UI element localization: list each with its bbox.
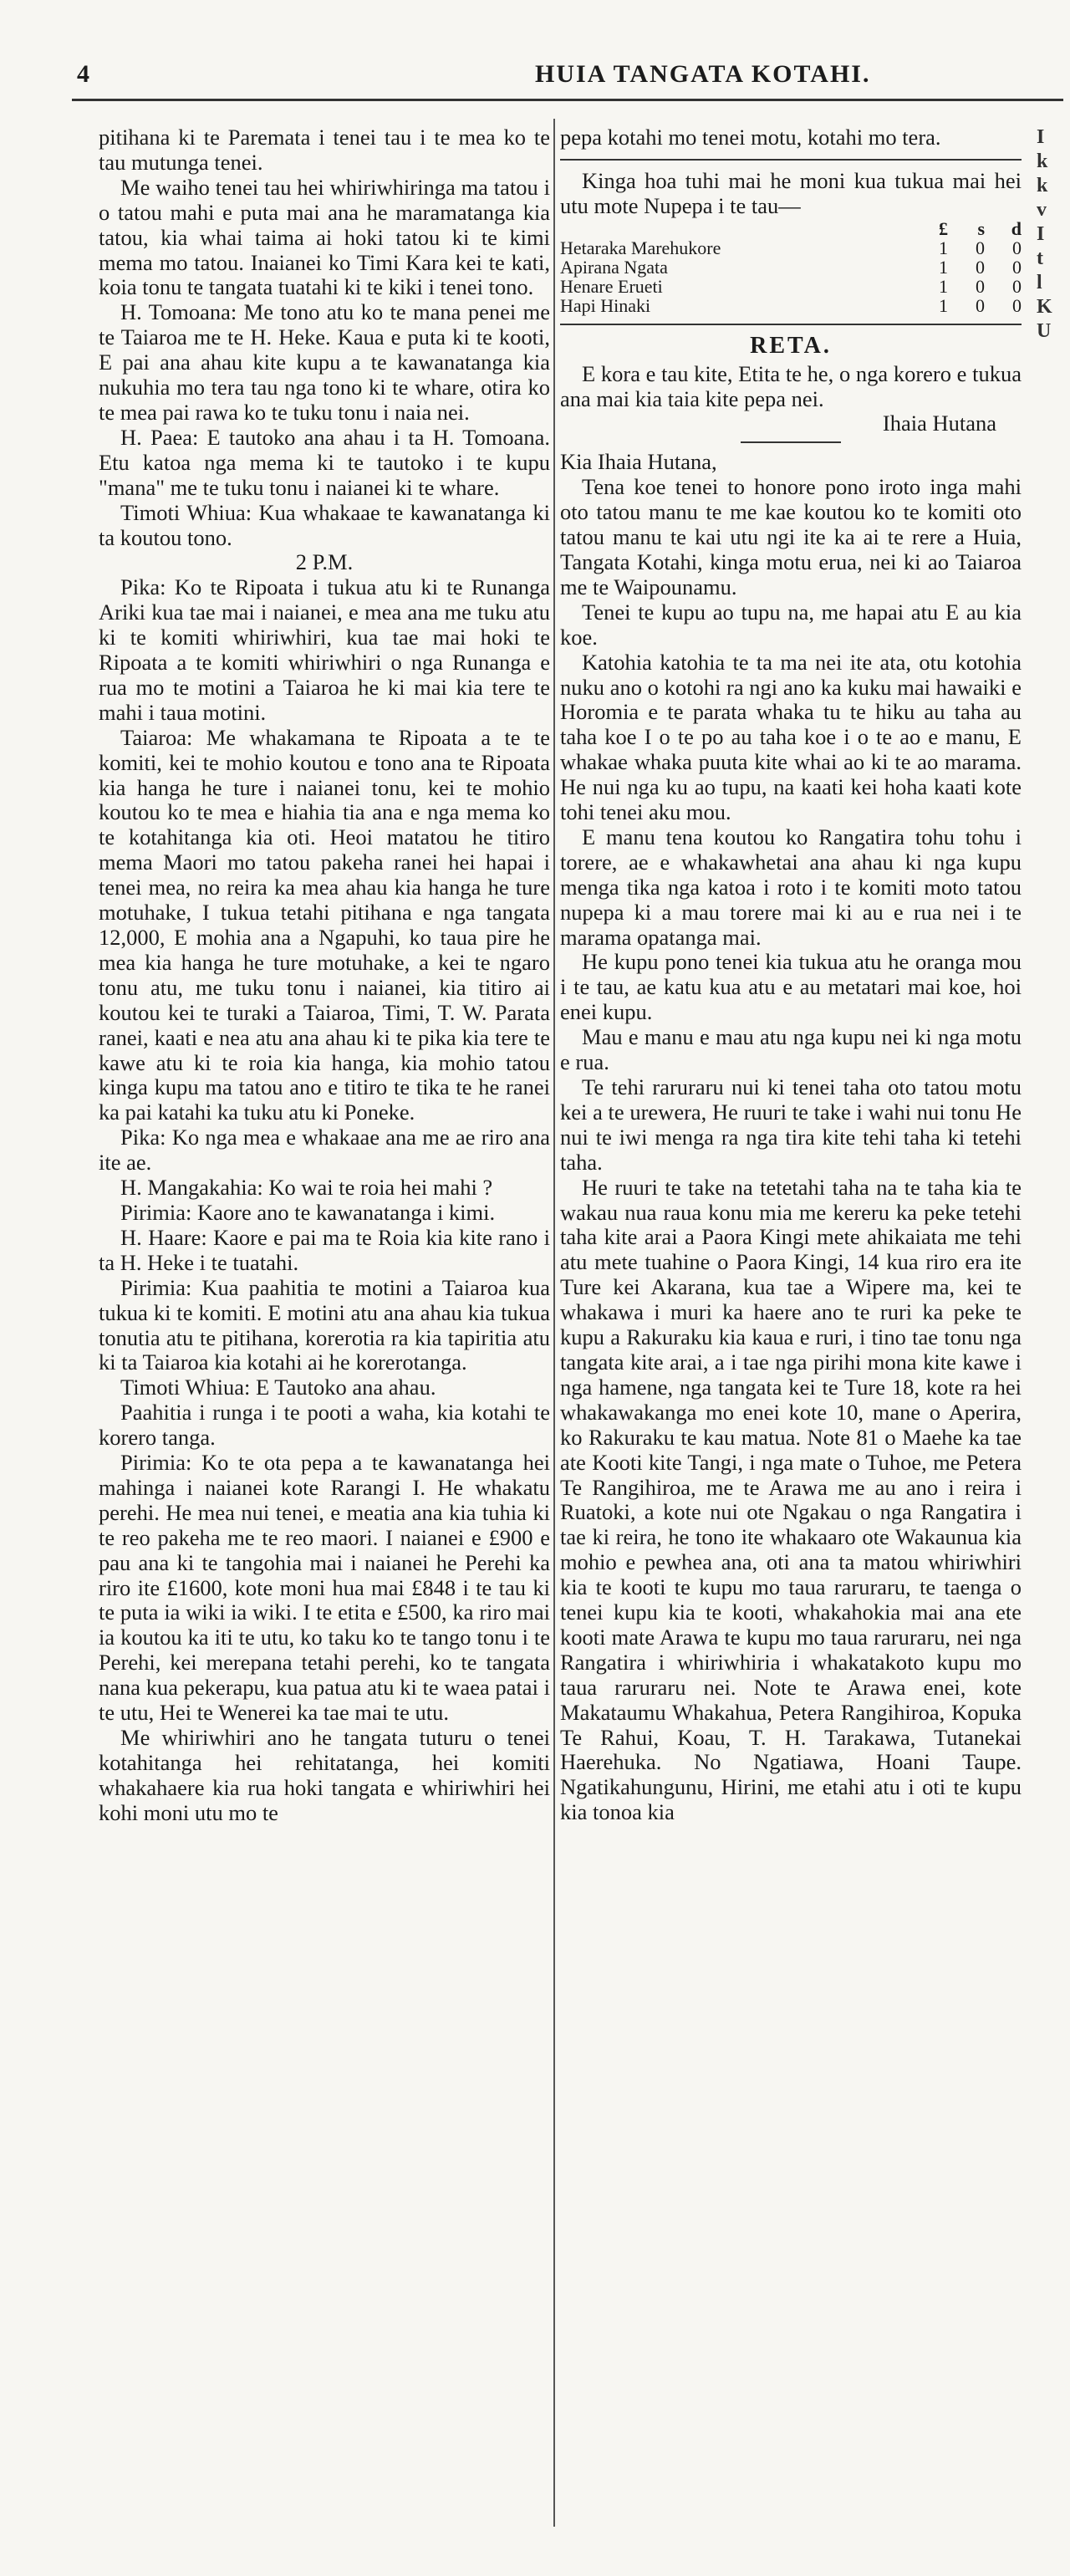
paragraph: H. Mangakahia: Ko wai te roia hei mahi ? [120,1175,493,1201]
paragraph: Me waiho tenei tau hei whiriwhiringa ma tatou i o tatou mahi e puta mai ana he maramatanga kia tatou, kia whai taima ai hoki tatou ki te kimi mema mo tatou. Inaianei ko Timi Kara kei te kati, koia tonu te tangata tuatahi ki te kiki i tenei tono. [99,174,550,300]
margin-letter: k [1037,175,1048,196]
paragraph: H. Paea: E tautoko ana ahau i ta H. Tomoana. Etu katoa nga mema ki te tautoko i te kupu "mana" me te tuku tonu i naianei ki te whare. [99,424,550,500]
paragraph: H. Tomoana: Me tono atu ko te mana penei me te Taiaroa me te H. Heke. Kaua e puta ki te kooti, E pai ana ahau kite kupu a te kawanatanga kia nukuhia mo tera tau nga tono ki te whare, otira ko te mea pai rawa ko te tuku tonu i naia nei. [99,299,550,425]
donations-header-row [560,219,1022,238]
paragraph: Paahitia i runga i te pooti a waha, kia kotahi te korero tanga. [99,1400,550,1451]
reta-intro: E kora e tau kite, Etita te he, o nga korero e tukua ana mai kia taia kite pepa nei. [560,360,1022,411]
paragraph: He kupu pono tenei kia tukua atu he oranga mou i te tau, ae katu kua atu e au metatari mai koe, hoi enei kupu. [560,949,1022,1025]
margin-letter: K [1037,296,1052,318]
amount-pounds: 1 [939,294,948,316]
signature: Ihaia Hutana [882,411,996,436]
section-rule [560,324,1022,325]
amount-pence: 0 [1012,275,1022,297]
amount-pence: 0 [1012,237,1022,258]
page-header [0,0,1070,99]
paragraph: Timoti Whiua: E Tautoko ana ahau. [120,1375,436,1400]
margin-letter: l [1037,272,1042,293]
donations-table [560,219,1022,315]
amount-shillings: 0 [976,256,985,278]
paragraph: Me whiriwhiri ano he tangata tuturu o tenei kotahitanga hei rehitatanga, hei komiti whakahaere kia rua hoki tangata e whiriwhiri hei kohi moni utu mo te [99,1725,550,1825]
paragraph: Pirimia: Kaore ano te kawanatanga i kimi. [120,1199,496,1225]
paragraph: Timoti Whiua: Kua whakaae te kawanatanga ki ta koutou tono. [99,499,550,550]
amount-pounds: 1 [939,237,948,258]
right-column [560,125,1022,2542]
paragraph: Pirimia: Ko te ota pepa a te kawanatanga hei mahinga i naianei kote Rarangi I. He whakatu perehi. He mea nui tenei, e meatia ana kia tuhia ki te reo pakeha me te reo maori. I naianei e £900 e pau ana ki te tangohia mai i naianei he Perehi ka riro ite £1600, kote moni hua mai £848 i te tau ki te puta ia wiki ia wiki. I te etita e £500, ka riro mai ia koutou ka iti te utu, ko taku ko te tango tonu i te Perehi, kei merepana tetahi perehi, ko te tangata nana kua pekerapu, kua patua atu ki te waea patai i te utu, Hei te Wenerei ka tae mai te utu. [99,1450,550,1726]
amount-shillings: 0 [976,294,985,316]
short-rule [741,441,841,443]
donor-name: Hetaraka Marehukore [560,237,721,258]
margin-letter: U [1037,320,1052,342]
amount-shillings: 0 [976,275,985,297]
donations-notice: Kinga hoa tuhi mai he moni kua tukua mai hei utu mote Nupepa i te tau— [560,167,1022,218]
margin-letter: I [1037,223,1045,245]
paragraph: Katohia katohia te ta ma nei ite ata, otu kotohia nuku ano o kotohi ra ngi ano ka kuku mai hawaiki e Horomia e te parata whaka tu te hiku au taha au taha koe I o te po au taha koe i o te ao e manu, E whakae whaka puuta kite whai ao ki te ao marama. He nui nga ku ao tupu, na kaati kei hoha kaati kote tohi tenei aku mou. [560,649,1022,825]
paragraph: H. Haare: Kaore e pai ma te Roia kia kite rano i ta H. Heke i te tuatahi. [99,1224,550,1275]
adjacent-page-margin [1037,125,1065,878]
letter-salutation: Kia Ihaia Hutana, [560,449,717,475]
paragraph: Taiaroa: Me whakamana te Ripoata a te te komiti, kei te mohio koutou e tono ana te Ripoata kia hanga he ture i naianei tonu, kei te mohio koutou ko te mea e hiahia tia ana e nga mema ko te kotahitanga kia oti. Heoi matatou he titiro mema Maori mo tatou pakeha ranei hei hapai i tenei mea, no reira ka mea ahau kia hanga he ture motuhake, I tukua tetahi pitihana e nga tangata 12,000, E mohia ana a Ngapuhi, ko taua pire he mea kia hanga he ture motuhake, a kei te ngaro tonu atu, me tuku tonu i naianei, kia titiro ai koutou kei te turaki a Taiaroa, Timi, T. W. Parata ranei, kaati e nea atu ana ahau ki te pika kia tere te kawe atu ki te roia kia hanga, kia mohio tatou kinga kupu ma tatou ano e titiro te tika te he ranei ka pai katahi ka tuku atu ki Poneke. [99,724,550,1125]
header-rule [72,99,1063,101]
margin-letter: v [1037,199,1047,221]
donation-row [560,296,1022,315]
amount-pounds: 1 [939,256,948,278]
paragraph: Pika: Ko nga mea e whakaae ana me ae riro ana ite ae. [99,1125,550,1176]
section-title-reta: RETA. [750,332,832,359]
currency-pence: d [1011,217,1022,239]
donation-row [560,238,1022,258]
currency-pound: £ [939,217,948,239]
donor-name: Henare Erueti [560,275,663,297]
paragraph: Pirimia: Kua paahitia te motini a Taiaroa kua tukua ki te komiti. E motini atu ana ahau kia tukua tonutia atu te pitihana, korerotia ra kia tapiritia atu ki ta Taiaroa kia kotahi ai he korerotanga. [99,1274,550,1375]
paragraph: Pika: Ko te Ripoata i tukua atu ki te Runanga Ariki kua tae mai i naianei, e mea ana me tuku atu ki te komiti whiriwhiri, kua tae mai hoki te Ripoata a te komiti whiriwhiri o nga Runanga e rua mo te motini a Taiaroa he ki mai kia tere te mahi i taua motini. [99,574,550,725]
paragraph: Te tehi raruraru nui ki tenei taha oto tatou motu kei a te urewera, He ruuri te take i wahi nui tonu He nui te iwi menga ra nga tira kite tehi taha ki tetehi taha. [560,1074,1022,1175]
column-divider [553,119,555,2527]
page-number: 4 [77,60,89,88]
amount-shillings: 0 [976,237,985,258]
time-marker: 2 P.M. [295,549,354,575]
newspaper-title: HUIA TANGATA KOTAHI. [535,60,871,88]
section-rule [560,159,1022,161]
donor-name: Apirana Ngata [560,256,668,278]
amount-pence: 0 [1012,256,1022,278]
margin-letter: t [1037,247,1043,269]
donor-name: Hapi Hinaki [560,294,651,316]
donation-row [560,277,1022,296]
paragraph: Mau e manu e mau atu nga kupu nei ki nga motu e rua. [560,1024,1022,1075]
paragraph: Tena koe tenei to honore pono iroto inga mahi oto tatou manu te me kae koutou ko te komiti oto tatou manu te kai utu ngi ite ka ai te rere a Huia, Tangata Kotahi, kinga motu erua, nei ki ao Taiaroa me te Waipounamu. [560,474,1022,599]
currency-shilling: s [977,217,985,239]
margin-letter: I [1037,126,1045,148]
left-column [99,125,550,2542]
amount-pence: 0 [1012,294,1022,316]
margin-letter: k [1037,150,1048,172]
paragraph: pepa kotahi mo tenei motu, kotahi mo tera. [560,125,941,150]
paragraph: pitihana ki te Paremata i tenei tau i te mea ko te tau mutunga tenei. [99,125,550,175]
paragraph: Tenei te kupu ao tupu na, me hapai atu E au kia koe. [560,599,1022,650]
amount-pounds: 1 [939,275,948,297]
paragraph: He ruuri te take na tetetahi taha na te taha kia te wakau nua raua konu mia me kereru ka peke tetehi taha kite arai a Paora Kingi mete ahikaiata me tehi atu mete tuahine o Paora Kingi, 14 kua riro era ite Ture kei Akarana, kua tae a Wipere ma, kei te whakawa i muri ka haere ano te ruri ka peke te kupu a Rakuraku kia kaua e ruri, i tino tae tonu nga tangata kite arai, a i tae nga pirihi mona kite kawe i nga hamene, nga tangata kei te Ture 18, kote ra hei whakawakanga mo enei kote 10, mane o Aperira, ko Rakuraku te kau matua. Note 81 o Maehe ka tae ate Kooti kite Tangi, i nga mate o Tuhoe, me Petera Te Rangihiroa, me te Arawa me au ano i reira i Ruatoki, a kote nui ote Ngakau o nga Rangatira i tae ki reira, he tono ite whakaaro ote Wakaunua kia mohio e pewhea ana, oti ana ta matou whiriwhiri kia te kooti te kupu mo taua raruraru, te taenga o tenei kupu kia te kooti, whakahokia mai ana ete kooti mate Arawa te kupu mo taua raruraru, nei nga Rangatira i whiriwhiria i whakatakoto kupu mo taua raruraru nei. Note te Arawa enei, kote Makataumu Whakahua, Petera Rangihiroa, Kopuka Te Rahui, Koau, T. H. Tarakawa, Tutanekai Haerehuka. No Ngatiawa, Hoani Taupe. Ngatikahungunu, Hirini, me etahi atu i oti te kupu kia tonoa kia [560,1174,1022,1825]
paragraph: E manu tena koutou ko Rangatira tohu tohu i torere, ae e whakawhetai ana ahau ki nga kupu menga tika nga katoa i roto i te komiti moto tatou nupepa ki a mau torere mai ki au e rua nei i te marama opatanga mai. [560,824,1022,950]
donation-row [560,258,1022,277]
